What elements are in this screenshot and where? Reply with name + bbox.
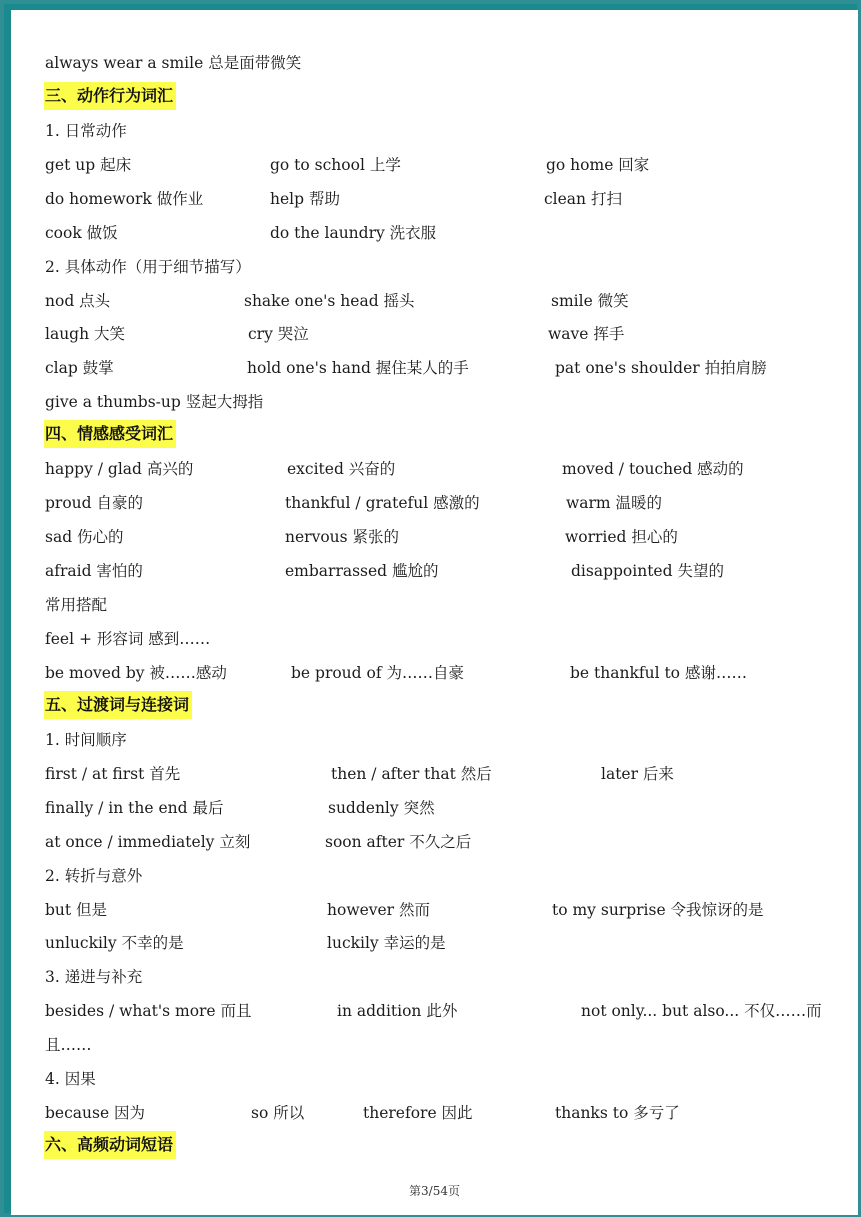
phrase: soon after 不久之后	[325, 833, 472, 851]
phrase: embarrassed 尴尬的	[285, 562, 439, 580]
table-row	[11, 827, 858, 857]
table-row	[11, 996, 858, 1026]
phrase: nervous 紧张的	[285, 528, 400, 546]
table-row	[11, 319, 858, 349]
phrase: go to school 上学	[270, 156, 401, 174]
phrase: happy / glad 高兴的	[45, 460, 194, 478]
phrase: always wear a smile 总是面带微笑	[45, 54, 302, 72]
phrase: thanks to 多亏了	[555, 1104, 680, 1122]
phrase: thankful / grateful 感激的	[285, 494, 480, 512]
subheading: 4. 因果	[45, 1070, 96, 1088]
phrase: not only... but also... 不仅……而	[581, 1002, 822, 1020]
phrase: help 帮助	[270, 190, 340, 208]
subheading: 3. 递进与补充	[45, 968, 143, 986]
page-frame	[4, 4, 857, 1213]
phrase: cry 哭泣	[248, 325, 309, 343]
phrase: hold one's hand 握住某人的手	[247, 359, 469, 377]
phrase-continuation: 且……	[45, 1036, 92, 1054]
phrase: proud 自豪的	[45, 494, 143, 512]
phrase: to my surprise 令我惊讶的是	[552, 901, 764, 919]
phrase: shake one's head 摇头	[244, 292, 415, 310]
phrase: warm 温暖的	[566, 494, 663, 512]
phrase: nod 点头	[45, 292, 111, 310]
phrase: disappointed 失望的	[571, 562, 724, 580]
subheading: 2. 转折与意外	[45, 867, 143, 885]
phrase: because 因为	[45, 1104, 146, 1122]
table-row	[11, 759, 858, 789]
section-heading: 四、情感感受词汇	[44, 420, 176, 448]
table-row	[11, 1098, 858, 1128]
phrase: sad 伤心的	[45, 528, 124, 546]
phrase: feel + 形容词 感到……	[45, 630, 211, 648]
phrase: do homework 做作业	[45, 190, 204, 208]
phrase: go home 回家	[546, 156, 650, 174]
list-item	[11, 48, 858, 78]
table-row	[11, 150, 858, 180]
table-row	[11, 454, 858, 484]
phrase: be thankful to 感谢……	[570, 664, 747, 682]
phrase: give a thumbs-up 竖起大拇指	[45, 393, 264, 411]
table-row	[11, 658, 858, 688]
phrase: moved / touched 感动的	[562, 460, 744, 478]
phrase: then / after that 然后	[331, 765, 492, 783]
phrase: suddenly 突然	[328, 799, 435, 817]
table-row	[11, 556, 858, 586]
table-row	[11, 793, 858, 823]
phrase: so 所以	[251, 1104, 305, 1122]
table-row	[11, 928, 858, 958]
phrase: besides / what's more 而且	[45, 1002, 252, 1020]
phrase: worried 担心的	[565, 528, 678, 546]
table-row	[11, 184, 858, 214]
subheading: 常用搭配	[45, 596, 108, 614]
phrase: therefore 因此	[363, 1104, 473, 1122]
phrase: first / at first 首先	[45, 765, 181, 783]
table-row	[11, 353, 858, 383]
phrase: later 后来	[601, 765, 674, 783]
phrase: be moved by 被……感动	[45, 664, 227, 682]
phrase: clap 鼓掌	[45, 359, 114, 377]
phrase: but 但是	[45, 901, 108, 919]
table-row	[11, 895, 858, 925]
phrase: laugh 大笑	[45, 325, 126, 343]
phrase: afraid 害怕的	[45, 562, 143, 580]
subheading: 1. 时间顺序	[45, 731, 127, 749]
phrase: luckily 幸运的是	[327, 934, 446, 952]
phrase: do the laundry 洗衣服	[270, 224, 437, 242]
phrase: unluckily 不幸的是	[45, 934, 184, 952]
phrase: in addition 此外	[337, 1002, 458, 1020]
phrase: however 然而	[327, 901, 431, 919]
subheading: 2. 具体动作（用于细节描写）	[45, 258, 251, 276]
section-heading: 三、动作行为词汇	[44, 82, 176, 110]
phrase: finally / in the end 最后	[45, 799, 224, 817]
phrase: get up 起床	[45, 156, 132, 174]
table-row	[11, 286, 858, 316]
phrase: wave 挥手	[548, 325, 625, 343]
table-row	[11, 387, 858, 417]
section-heading: 五、过渡词与连接词	[44, 691, 192, 719]
table-row	[11, 218, 858, 248]
phrase: at once / immediately 立刻	[45, 833, 251, 851]
phrase: pat one's shoulder 拍拍肩膀	[555, 359, 767, 377]
phrase: clean 打扫	[544, 190, 622, 208]
table-row	[11, 488, 858, 518]
table-row	[11, 624, 858, 654]
list-item	[11, 1030, 858, 1060]
page-number: 第3/54页	[409, 1184, 460, 1198]
table-row	[11, 522, 858, 552]
phrase: excited 兴奋的	[287, 460, 396, 478]
section-heading: 六、高频动词短语	[44, 1131, 176, 1159]
phrase: cook 做饭	[45, 224, 118, 242]
subheading: 1. 日常动作	[45, 122, 127, 140]
phrase: be proud of 为……自豪	[291, 664, 465, 682]
document-page	[11, 10, 858, 1215]
phrase: smile 微笑	[551, 292, 629, 310]
